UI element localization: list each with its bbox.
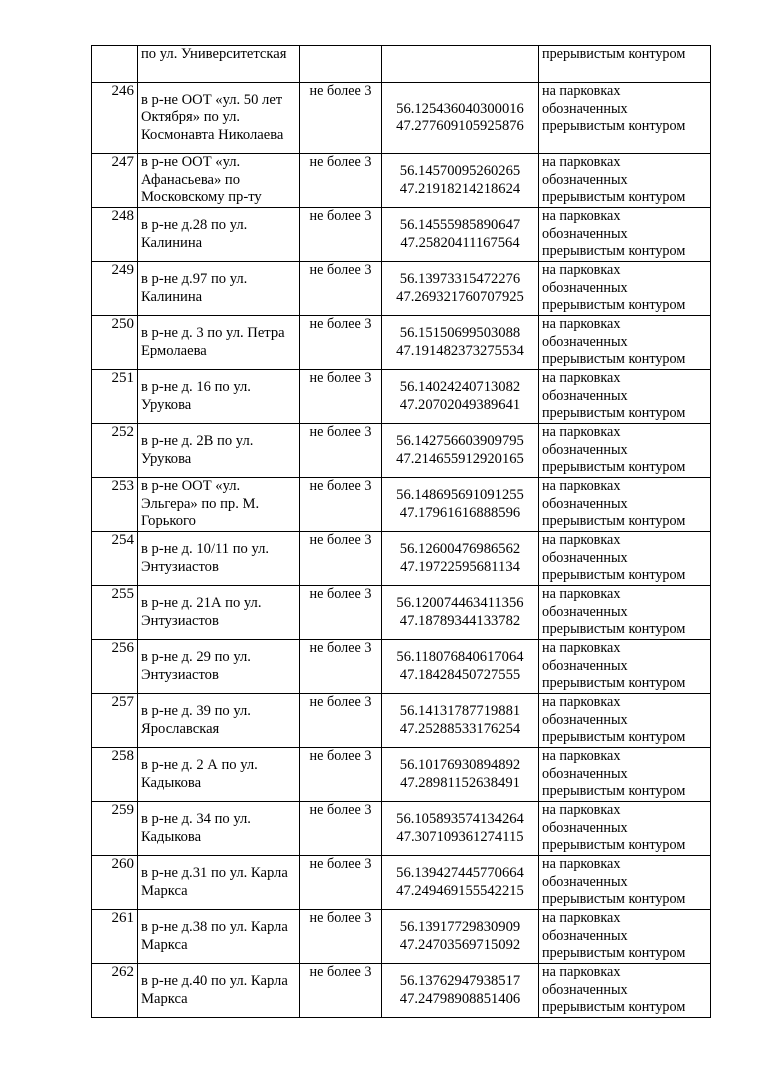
latitude: 56.14024240713082 [399, 379, 521, 395]
latitude: 56.142756603909795 [396, 433, 524, 449]
table-row [92, 856, 711, 910]
coordinates [382, 964, 539, 1018]
table-row [92, 208, 711, 262]
coordinates [382, 694, 539, 748]
latitude: 56.139427445770664 [396, 865, 524, 881]
quantity: не более 3 [300, 478, 382, 532]
placement-note: на парковках обозначенных прерывистым контуром [539, 964, 711, 1018]
location-description: в р-не д.97 по ул. Калинина [138, 262, 300, 316]
row-number: 253 [92, 478, 138, 532]
longitude: 47.277609105925876 [396, 118, 524, 134]
row-number: 262 [92, 964, 138, 1018]
latitude: 56.13762947938517 [399, 973, 521, 989]
placement-note: на парковках обозначенных прерывистым контуром [539, 208, 711, 262]
longitude: 47.21918214218624 [399, 180, 521, 197]
quantity: не более 3 [300, 424, 382, 478]
latitude: 56.14570095260265 [399, 163, 521, 179]
latitude: 56.12600476986562 [399, 541, 521, 557]
longitude: 47.19722595681134 [400, 558, 520, 575]
table-row [92, 262, 711, 316]
table-row [92, 586, 711, 640]
quantity: не более 3 [300, 910, 382, 964]
quantity: не более 3 [300, 694, 382, 748]
placement-note: на парковках обозначенных прерывистым контуром [539, 640, 711, 694]
coordinates [382, 586, 539, 640]
latitude: 56.13973315472276 [399, 271, 521, 287]
row-number: 250 [92, 316, 138, 370]
coordinates [382, 910, 539, 964]
longitude: 47.18428450727555 [399, 666, 521, 683]
quantity: не более 3 [300, 964, 382, 1018]
longitude: 47.191482373275534 [396, 342, 524, 359]
quantity: не более 3 [300, 586, 382, 640]
coordinates [382, 478, 539, 532]
placement-note: на парковках обозначенных прерывистым контуром [539, 262, 711, 316]
table-row [92, 424, 711, 478]
longitude: 47.20702049389641 [399, 396, 521, 413]
table-row [92, 370, 711, 424]
row-number: 251 [92, 370, 138, 424]
quantity: не более 3 [300, 802, 382, 856]
row-number: 246 [92, 83, 138, 154]
row-number: 248 [92, 208, 138, 262]
location-description: в р-не д. 2 А по ул. Кадыкова [138, 748, 300, 802]
placement-note: прерывистым контуром [539, 46, 711, 83]
coordinates [382, 748, 539, 802]
table-row [92, 478, 711, 532]
table-row [92, 802, 711, 856]
row-number: 249 [92, 262, 138, 316]
location-description: в р-не д. 3 по ул. Петра Ермолаева [138, 316, 300, 370]
longitude: 47.249469155542215 [396, 882, 524, 899]
quantity: не более 3 [300, 154, 382, 208]
placement-note: на парковках обозначенных прерывистым контуром [539, 802, 711, 856]
location-description: по ул. Университетская [138, 46, 300, 83]
table-row [92, 532, 711, 586]
placement-note: на парковках обозначенных прерывистым контуром [539, 856, 711, 910]
location-description: в р-не д. 29 по ул. Энтузиастов [138, 640, 300, 694]
row-number [92, 46, 138, 83]
location-description: в р-не д.28 по ул. Калинина [138, 208, 300, 262]
latitude: 56.10176930894892 [399, 757, 521, 773]
coordinates [382, 208, 539, 262]
row-number: 258 [92, 748, 138, 802]
longitude: 47.18789344133782 [399, 612, 521, 629]
placement-note: на парковках обозначенных прерывистым контуром [539, 910, 711, 964]
placement-note: на парковках обозначенных прерывистым контуром [539, 370, 711, 424]
longitude: 47.269321760707925 [396, 288, 524, 305]
row-number: 259 [92, 802, 138, 856]
coordinates [382, 640, 539, 694]
placement-note: на парковках обозначенных прерывистым контуром [539, 424, 711, 478]
table-body [92, 46, 711, 1018]
coordinates [382, 532, 539, 586]
latitude: 56.148695691091255 [396, 487, 524, 503]
placement-note: на парковках обозначенных прерывистым контуром [539, 532, 711, 586]
latitude: 56.14131787719881 [399, 703, 521, 719]
coordinates [382, 370, 539, 424]
latitude: 56.120074463411356 [396, 595, 524, 611]
row-number: 260 [92, 856, 138, 910]
coordinates [382, 83, 539, 154]
table-row [92, 910, 711, 964]
location-description: в р-не д. 10/11 по ул. Энтузиастов [138, 532, 300, 586]
location-description: в р-не д. 34 по ул. Кадыкова [138, 802, 300, 856]
latitude: 56.105893574134264 [396, 811, 524, 827]
row-number: 247 [92, 154, 138, 208]
location-description: в р-не д. 21А по ул. Энтузиастов [138, 586, 300, 640]
location-description: в р-не д.31 по ул. Карла Маркса [138, 856, 300, 910]
quantity: не более 3 [300, 208, 382, 262]
table-row [92, 154, 711, 208]
table-row [92, 694, 711, 748]
placement-note: на парковках обозначенных прерывистым контуром [539, 154, 711, 208]
location-description: в р-не д. 39 по ул. Ярославская [138, 694, 300, 748]
coordinates [382, 46, 539, 83]
placement-note: на парковках обозначенных прерывистым контуром [539, 316, 711, 370]
placement-note: на парковках обозначенных прерывистым контуром [539, 586, 711, 640]
placement-note: на парковках обозначенных прерывистым контуром [539, 83, 711, 154]
placement-note: на парковках обозначенных прерывистым контуром [539, 694, 711, 748]
latitude: 56.118076840617064 [396, 649, 524, 665]
quantity: не более 3 [300, 856, 382, 910]
placement-note: на парковках обозначенных прерывистым контуром [539, 478, 711, 532]
longitude: 47.25288533176254 [399, 720, 521, 737]
table-row [92, 748, 711, 802]
location-description: в р-не д. 2В по ул. Урукова [138, 424, 300, 478]
table-row-continued [92, 46, 711, 83]
placement-note: на парковках обозначенных прерывистым контуром [539, 748, 711, 802]
table-row [92, 964, 711, 1018]
latitude: 56.13917729830909 [399, 919, 521, 935]
quantity: не более 3 [300, 316, 382, 370]
table-row [92, 640, 711, 694]
location-description: в р-не д.38 по ул. Карла Маркса [138, 910, 300, 964]
table-row [92, 83, 711, 154]
coordinates [382, 316, 539, 370]
longitude: 47.28981152638491 [400, 774, 520, 791]
row-number: 254 [92, 532, 138, 586]
coordinates [382, 802, 539, 856]
quantity: не более 3 [300, 748, 382, 802]
quantity: не более 3 [300, 83, 382, 154]
row-number: 255 [92, 586, 138, 640]
coordinates [382, 262, 539, 316]
latitude: 56.15150699503088 [399, 325, 521, 341]
row-number: 252 [92, 424, 138, 478]
longitude: 47.24798908851406 [399, 990, 521, 1007]
longitude: 47.17961616888596 [399, 504, 521, 521]
longitude: 47.214655912920165 [396, 450, 524, 467]
longitude: 47.24703569715092 [399, 936, 521, 953]
row-number: 261 [92, 910, 138, 964]
location-description: в р-не д. 16 по ул. Урукова [138, 370, 300, 424]
row-number: 256 [92, 640, 138, 694]
quantity: не более 3 [300, 640, 382, 694]
coordinates [382, 424, 539, 478]
location-description: в р-не ООТ «ул. Афанасьева» по Московскому пр-ту [138, 154, 300, 208]
location-description: в р-не ООТ «ул. 50 лет Октября» по ул. Космонавта Николаева [138, 83, 300, 154]
coordinates [382, 154, 539, 208]
location-description: в р-не ООТ «ул. Эльгера» по пр. М. Горького [138, 478, 300, 532]
quantity [300, 46, 382, 83]
longitude: 47.307109361274115 [396, 828, 524, 845]
quantity: не более 3 [300, 262, 382, 316]
parking-locations-table [91, 45, 711, 1018]
table-row [92, 316, 711, 370]
latitude: 56.125436040300016 [396, 100, 524, 117]
quantity: не более 3 [300, 370, 382, 424]
quantity: не более 3 [300, 532, 382, 586]
latitude: 56.14555985890647 [399, 217, 521, 233]
coordinates [382, 856, 539, 910]
location-description: в р-не д.40 по ул. Карла Маркса [138, 964, 300, 1018]
row-number: 257 [92, 694, 138, 748]
longitude: 47.25820411167564 [400, 234, 520, 251]
